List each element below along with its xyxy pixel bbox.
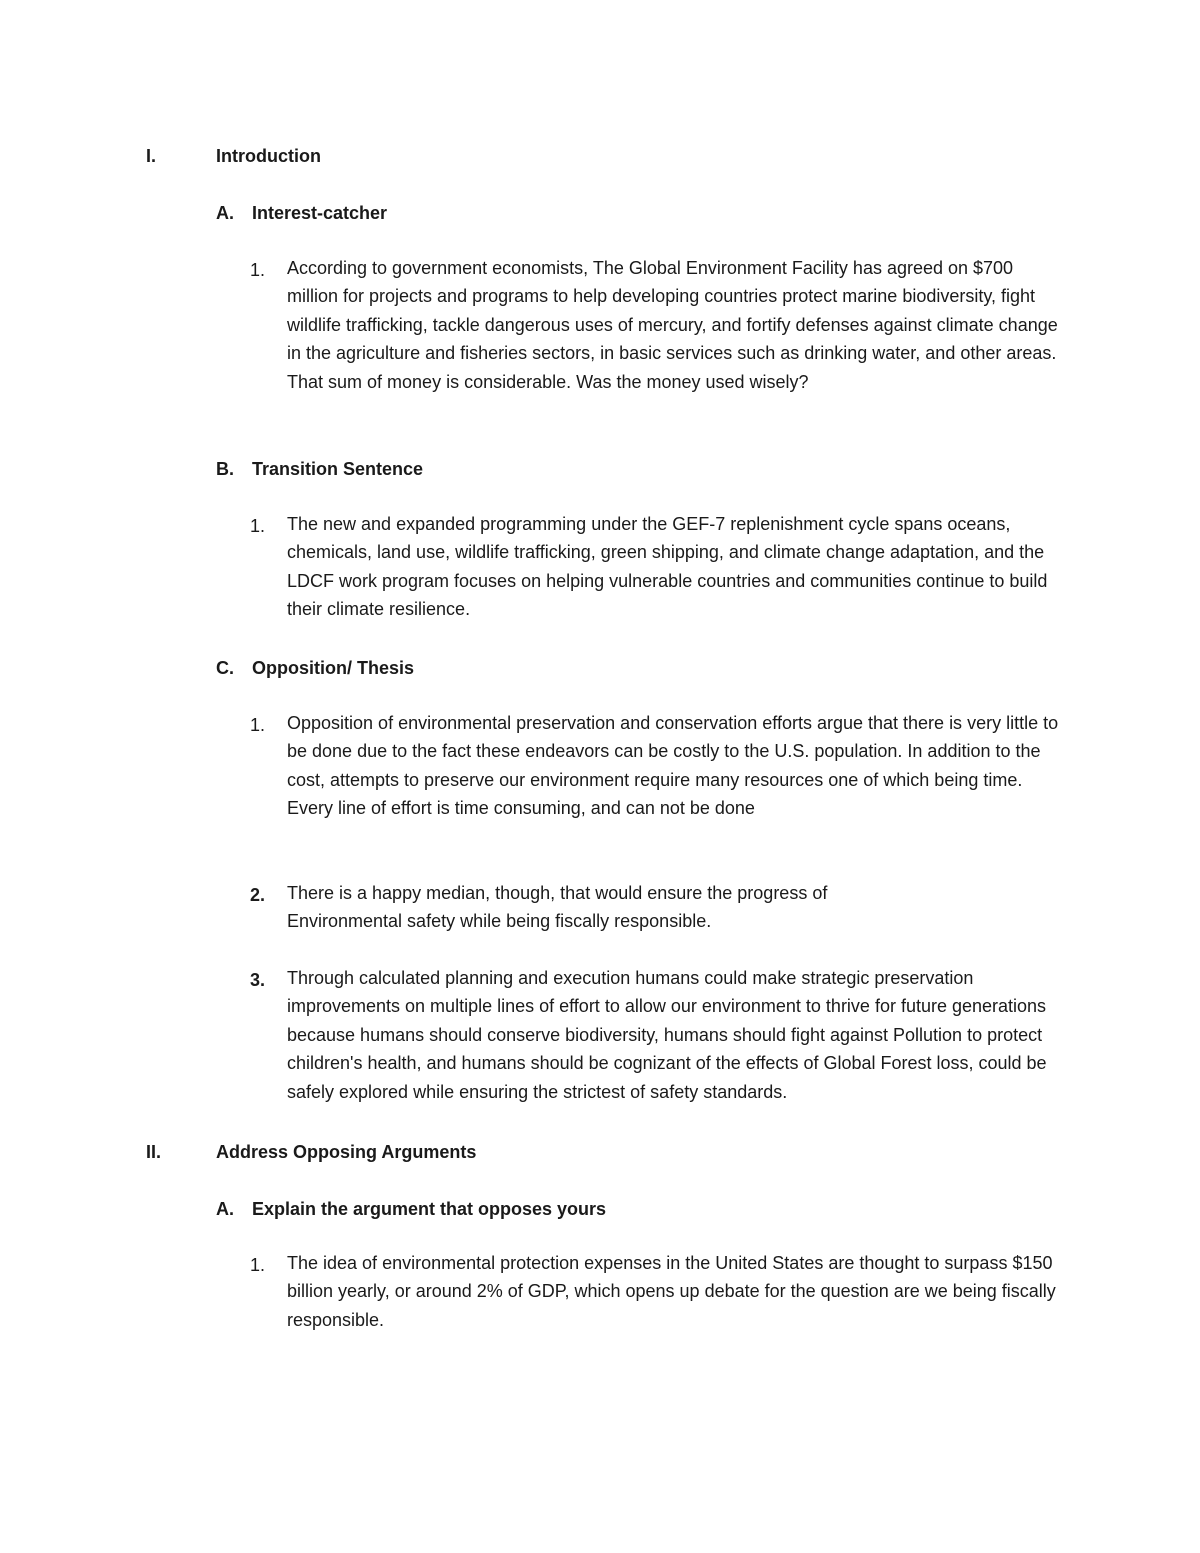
- item-paragraph: The new and expanded programming under the GEF-7 replenishment cycle spans oceans, chemicals, land use, wildlife trafficking, green shipping, and climate change adaptation, and the LDCF work program focuses on helping vulnerable countries and communities continue to build their climate resilience.: [287, 514, 1048, 620]
- subsection-heading: Explain the argument that opposes yours: [252, 1199, 607, 1219]
- item-paragraph: Through calculated planning and execution humans could make strategic preservation improvements on multiple lines of effort to allow our environment to thrive for future generations because humans should conserve biodiversity, humans should fight against Pollution to protect children's health, and humans should be cognizant of the effects of Global Forest loss, could be safely explored while ensuring the strictest of safety standards.: [287, 968, 1047, 1102]
- section-numeral: II.: [146, 1142, 162, 1162]
- item-paragraph: There is a happy median, though, that would ensure the progress of Environmental safety while being fiscally responsible.: [287, 883, 828, 932]
- item-number: 2.: [250, 885, 266, 905]
- item-number: 1.: [250, 516, 266, 536]
- subsection-letter: A.: [216, 203, 234, 223]
- item-paragraph: According to government economists, The Global Environment Facility has agreed on $700 million for projects and programs to help developing countries protect marine biodiversity, fight wildlife trafficking, tackle dangerous uses of mercury, and fortify defenses against climate change in the agriculture and fisheries sectors, in basic services such as drinking water, and other areas. That sum of money is considerable. Was the money used wisely?: [287, 258, 1058, 392]
- item-number: 1.: [250, 260, 266, 280]
- item-paragraph: The idea of environmental protection expenses in the United States are thought to surpass $150 billion yearly, or around 2% of GDP, which opens up debate for the question are we being fiscally responsible.: [287, 1253, 1056, 1330]
- subsection-heading: Opposition/ Thesis: [252, 658, 415, 678]
- subsection-letter: A.: [216, 1199, 234, 1219]
- subsection-heading: Interest-catcher: [252, 203, 388, 223]
- item-paragraph: Opposition of environmental preservation and conservation efforts argue that there is very little to be done due to the fact these endeavors can be costly to the U.S. population. In addition to the cost, attempts to preserve our environment require many resources one of which being time. Every line of effort is time consuming, and can not be done: [287, 713, 1059, 819]
- item-number: 1.: [250, 1255, 266, 1275]
- subsection-heading: Transition Sentence: [252, 459, 424, 479]
- item-number: 1.: [250, 715, 266, 735]
- subsection-letter: B.: [216, 459, 234, 479]
- section-numeral: I.: [146, 146, 157, 166]
- item-number: 3.: [250, 970, 266, 990]
- section-heading: Address Opposing Arguments: [216, 1142, 477, 1162]
- section-heading: Introduction: [216, 146, 321, 166]
- subsection-letter: C.: [216, 658, 234, 678]
